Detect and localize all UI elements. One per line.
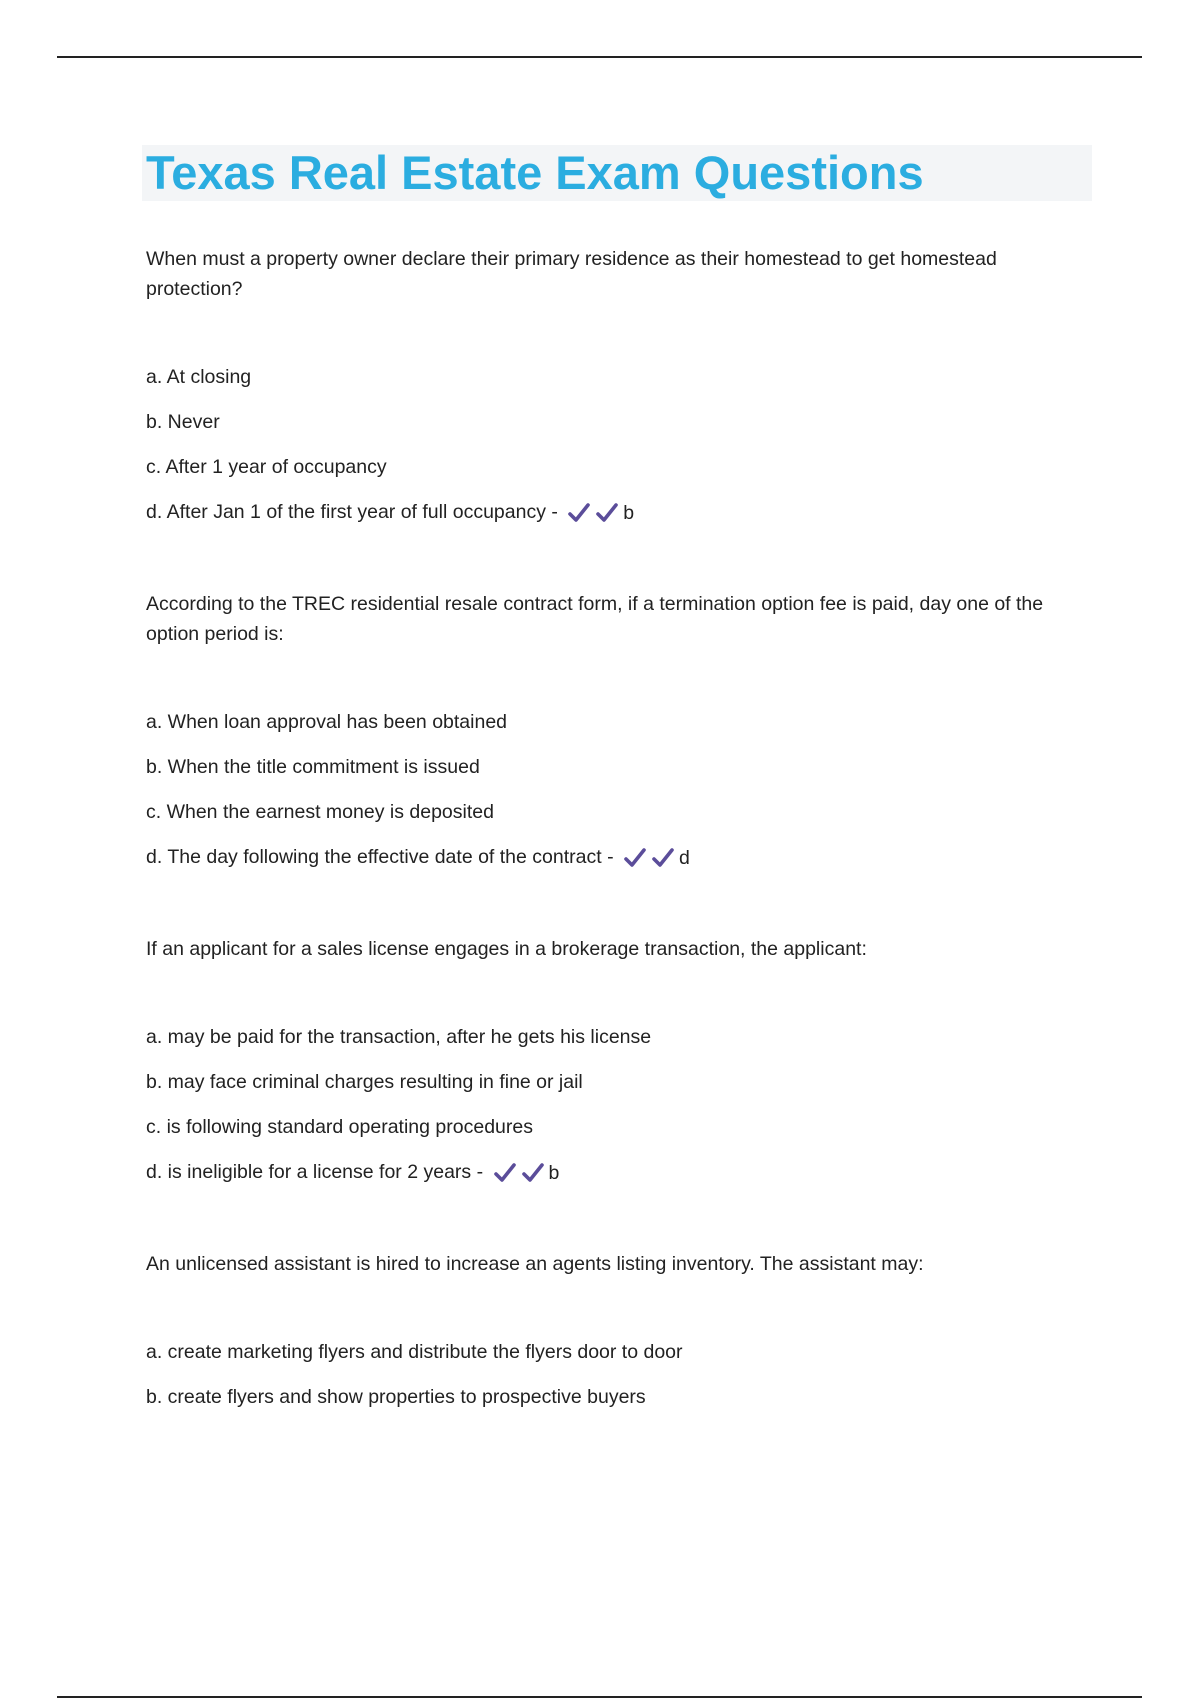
question-text: An unlicensed assistant is hired to increase an agents listing inventory. The assistant may:	[146, 1253, 924, 1275]
answer-marker	[563, 498, 634, 528]
question-block	[146, 934, 1086, 1187]
option-item: c. is following standard operating procedures	[146, 1116, 533, 1138]
check-icon	[651, 847, 675, 869]
option-list	[146, 1022, 1086, 1187]
option-item-answer-line	[146, 497, 1086, 527]
check-icon	[493, 1162, 517, 1184]
footer-rule	[57, 1696, 1142, 1698]
option-item: b. When the title commitment is issued	[146, 756, 480, 778]
question-text: When must a property owner declare their primary residence as their homestead to get homestead protection?	[146, 248, 997, 300]
option-text: d. The day following the effective date of the contract -	[146, 846, 614, 868]
option-item-answer-line	[146, 1157, 1086, 1187]
answer-letter: d	[678, 846, 690, 869]
option-item: a. create marketing flyers and distribute the flyers door to door	[146, 1341, 683, 1363]
question-block	[146, 589, 1086, 872]
option-item: c. When the earnest money is deposited	[146, 801, 494, 823]
question-block	[146, 244, 1086, 527]
option-item-answer-line	[146, 842, 1086, 872]
option-item: a. When loan approval has been obtained	[146, 711, 508, 733]
option-item: a. At closing	[146, 366, 252, 388]
header-rule	[57, 56, 1142, 58]
option-list	[146, 707, 1086, 872]
check-icon	[595, 502, 619, 524]
question-text: If an applicant for a sales license engages in a brokerage transaction, the applicant:	[146, 938, 867, 960]
answer-marker	[619, 843, 690, 873]
question-text: According to the TREC residential resale contract form, if a termination option fee is paid, day one of the option period is:	[146, 593, 1044, 645]
check-icon	[623, 847, 647, 869]
answer-letter: b	[548, 1161, 560, 1184]
check-icon	[521, 1162, 545, 1184]
answer-marker	[489, 1158, 560, 1188]
option-list	[146, 362, 1086, 527]
question-block	[146, 1249, 1086, 1412]
page-title: Texas Real Estate Exam Questions	[146, 146, 924, 199]
check-icon	[567, 502, 591, 524]
option-item: b. Never	[146, 411, 220, 433]
question-list	[146, 244, 1086, 1474]
option-text: d. After Jan 1 of the first year of full occupancy -	[146, 501, 558, 523]
option-list	[146, 1337, 1086, 1412]
option-item: c. After 1 year of occupancy	[146, 456, 387, 478]
option-item: b. may face criminal charges resulting in fine or jail	[146, 1071, 583, 1093]
option-item: b. create flyers and show properties to prospective buyers	[146, 1386, 646, 1408]
option-item: a. may be paid for the transaction, after he gets his license	[146, 1026, 652, 1048]
answer-letter: b	[623, 501, 635, 524]
option-text: d. is ineligible for a license for 2 years -	[146, 1161, 484, 1183]
